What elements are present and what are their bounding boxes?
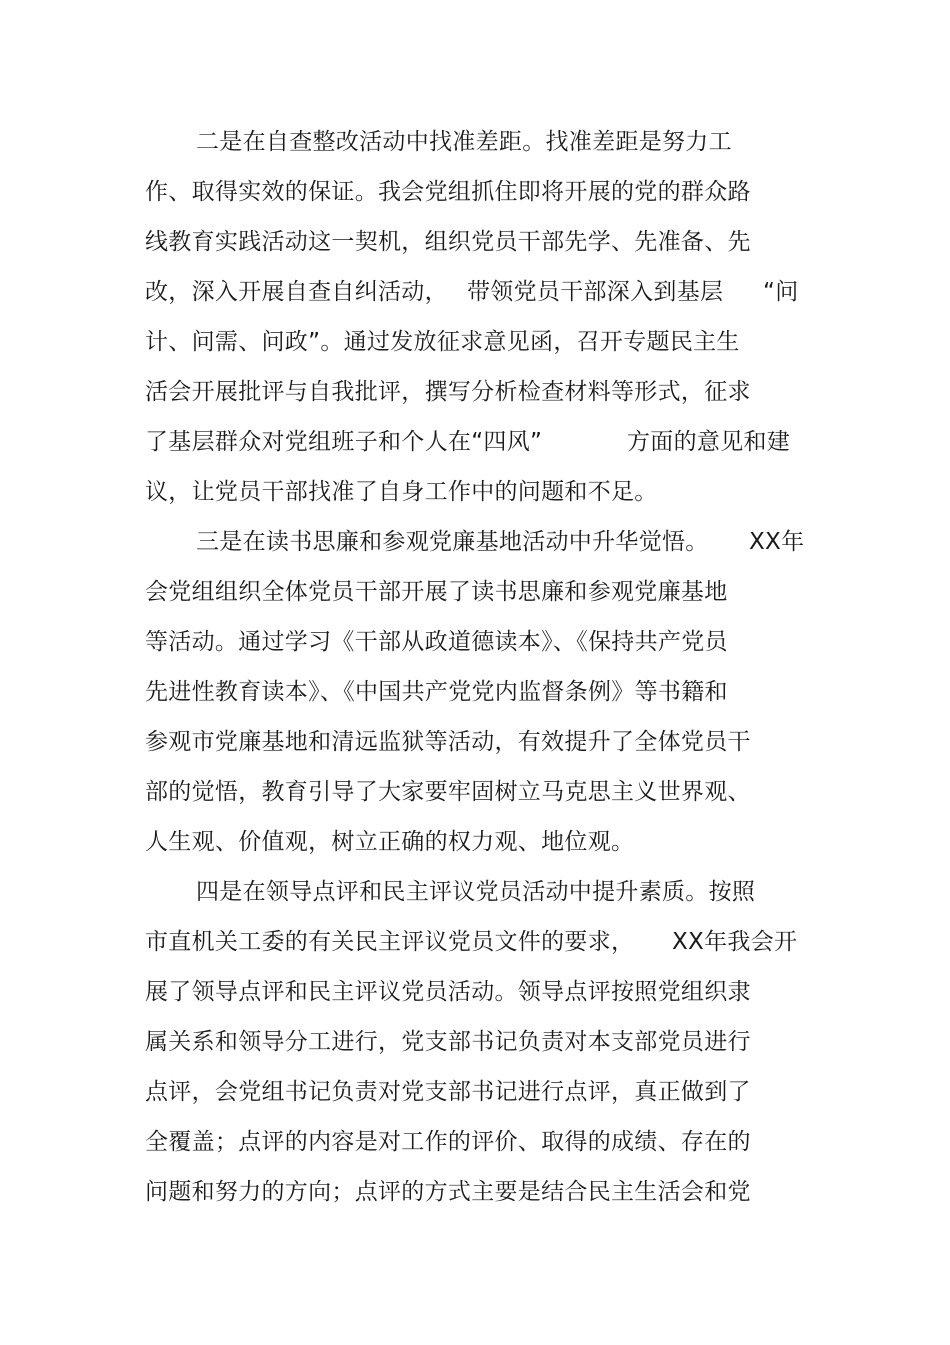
text-line <box>196 527 805 557</box>
text-segment: XX年 <box>749 529 805 555</box>
text-segment: 部的觉悟，教育引导了大家要牢固树立马克思主义世界观、 <box>145 779 751 805</box>
text-line <box>145 977 751 1007</box>
text-line <box>145 777 751 807</box>
text-line <box>145 1127 751 1157</box>
text-segment: 先进性教育读本》、《中国共产党党内监督条例》等书籍和 <box>145 679 728 705</box>
text-line <box>145 677 728 707</box>
text-line <box>145 827 634 857</box>
text-segment: 二是在自查整改活动中找准差距。找准差距是努力工 <box>196 129 732 155</box>
text-segment: 市直机关工委的有关民主评议党员文件的要求， <box>145 929 635 955</box>
text-line <box>145 1177 751 1207</box>
text-segment: 参观市党廉基地和清远监狱等活动，有效提升了全体党员干 <box>145 729 751 755</box>
text-line <box>145 227 751 257</box>
text-segment: 四是在领导点评和民主评议党员活动中提升素质。按照 <box>196 879 756 905</box>
text-segment: 人生观、价值观，树立正确的权力观、地位观。 <box>145 829 635 855</box>
text-segment: 计、问需、问政”。通过发放征求意见函，召开专题民主生 <box>145 329 740 355</box>
text-line <box>196 127 732 157</box>
text-segment: 议，让党员干部找准了自身工作中的问题和不足。 <box>145 479 658 505</box>
text-segment: 了基层群众对党组班子和个人在“四风” <box>145 429 543 455</box>
text-line <box>145 577 728 607</box>
text-segment: 三是在读书思廉和参观党廉基地活动中升华觉悟。 <box>196 529 709 555</box>
text-segment: 问题和努力的方向；点评的方式主要是结合民主生活会和党 <box>145 1179 751 1205</box>
text-segment: 作、取得实效的保证。我会党组抓住即将开展的党的群众路 <box>145 179 751 205</box>
text-segment: “问 <box>763 279 799 305</box>
text-line <box>145 627 728 657</box>
text-line <box>145 327 740 357</box>
text-line <box>145 277 799 307</box>
text-line <box>145 177 751 207</box>
text-line <box>145 1077 751 1107</box>
text-line <box>145 1027 751 1057</box>
text-segment: 改，深入开展自查自纠活动， <box>145 279 448 305</box>
text-segment: 会党组组织全体党员干部开展了读书思廉和参观党廉基地 <box>145 579 728 605</box>
text-segment: 带领党员干部深入到基层 <box>467 279 724 305</box>
text-segment: 属关系和领导分工进行，党支部书记负责对本支部党员进行 <box>145 1029 751 1055</box>
text-line <box>196 877 755 907</box>
text-segment: 方面的意见和建 <box>627 429 791 455</box>
text-segment: 点评，会党组书记负责对党支部书记进行点评，真正做到了 <box>145 1079 751 1105</box>
text-line <box>145 427 791 457</box>
text-line <box>145 477 658 507</box>
text-segment: 线教育实践活动这一契机，组织党员干部先学、先准备、先 <box>145 229 751 255</box>
text-segment: 活会开展批评与自我批评，撰写分析检查材料等形式，征求 <box>145 379 751 405</box>
text-segment: 全覆盖；点评的内容是对工作的评价、取得的成绩、存在的 <box>145 1129 751 1155</box>
text-segment: 等活动。通过学习《干部从政道德读本》、《保持共产党员 <box>145 629 728 655</box>
text-line <box>145 727 751 757</box>
text-line <box>145 377 751 407</box>
text-line <box>145 927 798 957</box>
text-segment: XX年我会开 <box>672 929 798 955</box>
text-segment: 展了领导点评和民主评议党员活动。领导点评按照党组织隶 <box>145 979 751 1005</box>
